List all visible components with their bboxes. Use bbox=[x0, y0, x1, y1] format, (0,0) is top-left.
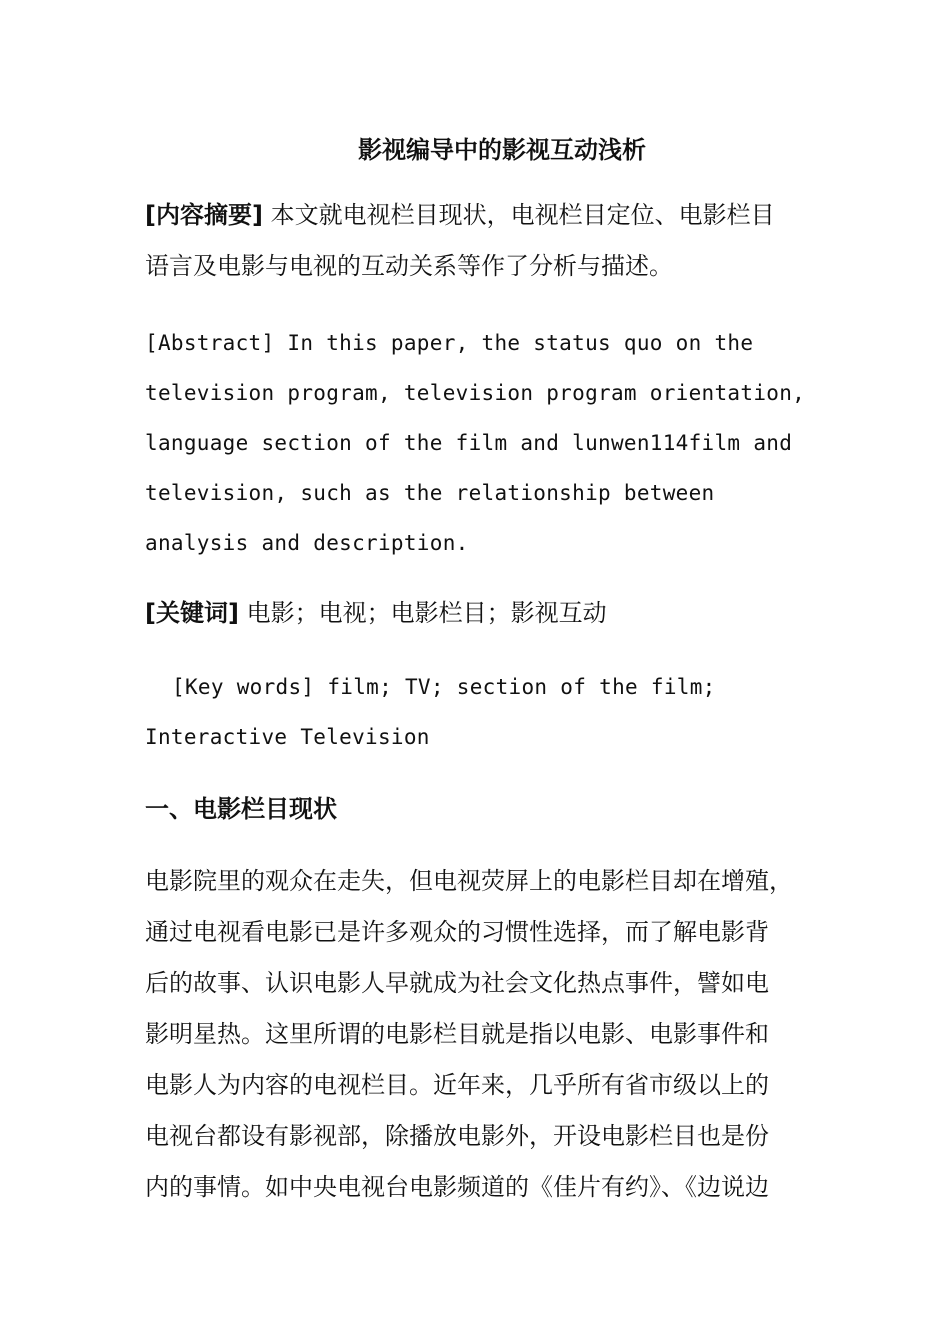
keywords-cn-label: [关键词] bbox=[145, 599, 239, 627]
abstract-en-line-5: analysis and description. bbox=[145, 531, 469, 555]
abstract-cn-text-1: 本文就电视栏目现状，电视栏目定位、电影栏目 bbox=[270, 201, 775, 229]
body-line-3: 后的故事、认识电影人早就成为社会文化热点事件，譬如电 bbox=[145, 969, 769, 997]
keywords-en-line-2: Interactive Television bbox=[145, 725, 430, 749]
chinese-abstract bbox=[145, 190, 845, 292]
abstract-en-line-1: [Abstract] In this paper, the status quo on the bbox=[145, 331, 754, 355]
keywords-cn-line bbox=[145, 588, 845, 639]
abstract-cn-line-1 bbox=[145, 190, 845, 241]
english-abstract bbox=[145, 318, 845, 568]
abstract-en-line-4: television, such as the relationship between bbox=[145, 481, 715, 505]
body-line-4: 影明星热。这里所谓的电影栏目就是指以电影、电影事件和 bbox=[145, 1020, 769, 1048]
body-line-5: 电影人为内容的电视栏目。近年来，几乎所有省市级以上的 bbox=[145, 1071, 769, 1099]
abstract-cn-label: [内容摘要] bbox=[145, 201, 263, 229]
keywords-en-line-1: [Key words] film; TV; section of the film; bbox=[172, 675, 716, 699]
chinese-keywords bbox=[145, 588, 845, 639]
body-line-2: 通过电视看电影已是许多观众的习惯性选择，而了解电影背 bbox=[145, 918, 769, 946]
keywords-cn-text: 电影；电视；电影栏目；影视互动 bbox=[246, 599, 607, 627]
body-line-7: 内的事情。如中央电视台电影频道的《佳片有约》、《边说边 bbox=[145, 1173, 769, 1201]
abstract-cn-line-2: 语言及电影与电视的互动关系等作了分析与描述。 bbox=[145, 252, 673, 280]
section-heading: 一、电影栏目现状 bbox=[145, 795, 337, 823]
body-line-1: 电影院里的观众在走失，但电视荧屏上的电影栏目却在增殖， bbox=[145, 867, 793, 895]
abstract-en-line-3: language section of the film and lunwen114film and bbox=[145, 431, 793, 455]
english-keywords bbox=[145, 662, 845, 762]
section-body bbox=[145, 856, 845, 1213]
body-line-6: 电视台都设有影视部，除播放电影外，开设电影栏目也是份 bbox=[145, 1122, 769, 1150]
abstract-en-line-2: television program, television program orientation, bbox=[145, 381, 806, 405]
document-title: 影视编导中的影视互动浅析 bbox=[358, 136, 646, 164]
